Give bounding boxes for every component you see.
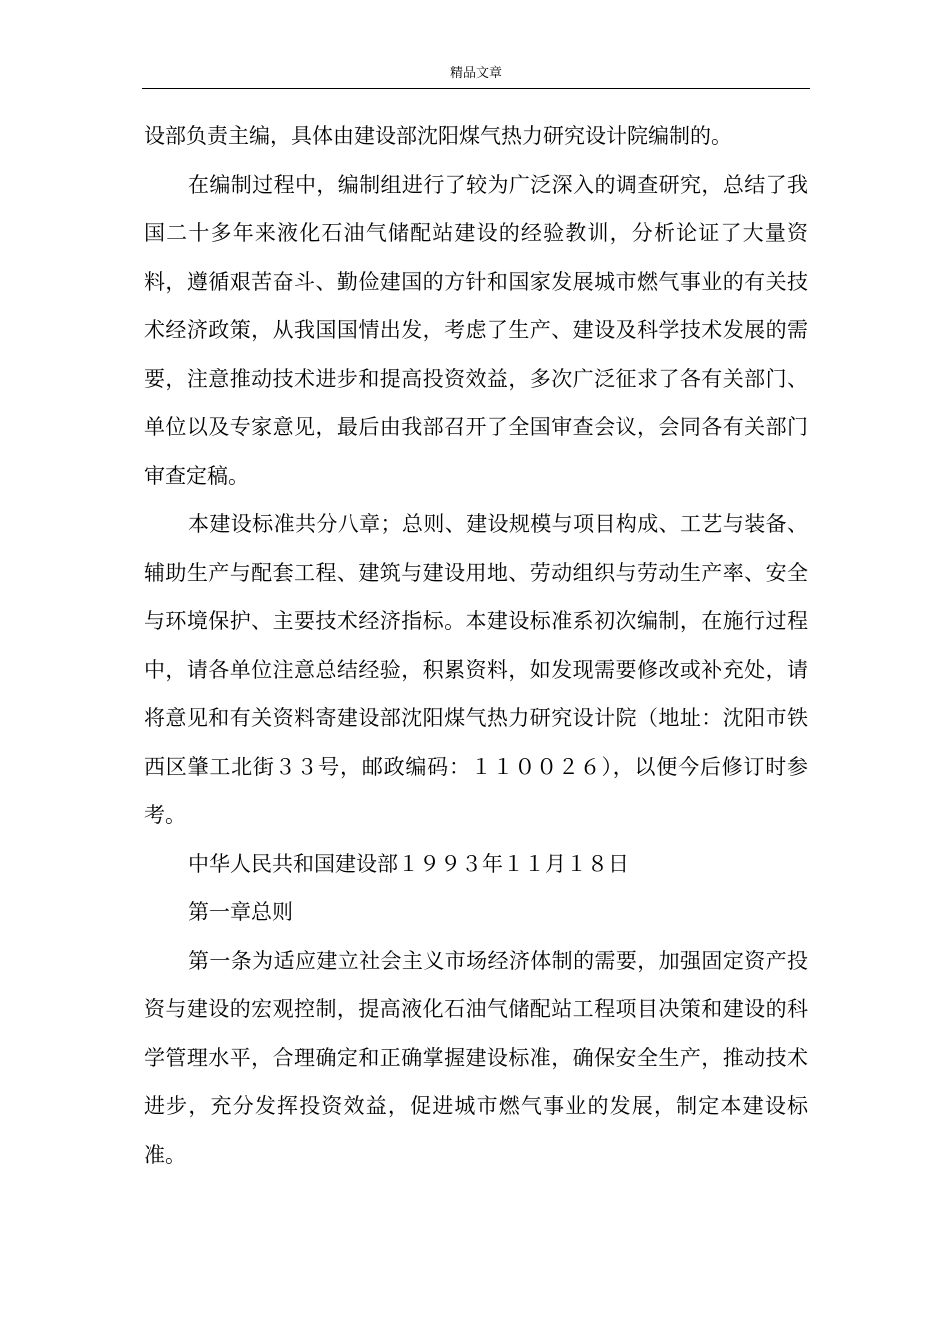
paragraph-standard-structure: 本建设标准共分八章；总则、建设规模与项目构成、工艺与装备、辅助生产与配套工程、建筑与建设用地、劳动组织与劳动生产率、安全与环境保护、主要技术经济指标。本建设标准系初次编制，在施行过程中，请各单位注意总结经验，积累资料，如发现需要修改或补充处，请将意见和有关资料寄建设部沈阳煤气热力研究设计院（地址：沈阳市铁西区肇工北街３３号，邮政编码：１１００２６），以便今后修订时参考。 — [144, 512, 808, 827]
paragraph-continuation: 设部负责主编，具体由建设部沈阳煤气热力研究设计院编制的。 — [144, 124, 732, 148]
article-one: 第一条为适应建立社会主义市场经济体制的需要，加强固定资产投资与建设的宏观控制，提高液化石油气储配站工程项目决策和建设的科学管理水平，合理确定和正确掌握建设标准，确保安全生产，推动技术进步，充分发挥投资效益，促进城市燃气事业的发展，制定本建设标准。 — [144, 948, 808, 1167]
chapter-heading: 第一章总则 — [188, 900, 293, 924]
header-title: 精品文章 — [449, 66, 502, 81]
paragraph-compilation-process: 在编制过程中，编制组进行了较为广泛深入的调查研究，总结了我国二十多年来液化石油气储配站建设的经验教训，分析论证了大量资料，遵循艰苦奋斗、勤俭建国的方针和国家发展城市燃气事业的有关技术经济政策，从我国国情出发，考虑了生产、建设及科学技术发展的需要，注意推动技术进步和提高投资效益，多次广泛征求了各有关部门、单位以及专家意见，最后由我部召开了全国审查会议，会同各有关部门审查定稿。 — [144, 172, 808, 488]
page-header — [142, 62, 810, 89]
issuer-date-line: 中华人民共和国建设部１９９３年１１月１８日 — [188, 851, 629, 876]
document-body — [144, 112, 808, 1179]
